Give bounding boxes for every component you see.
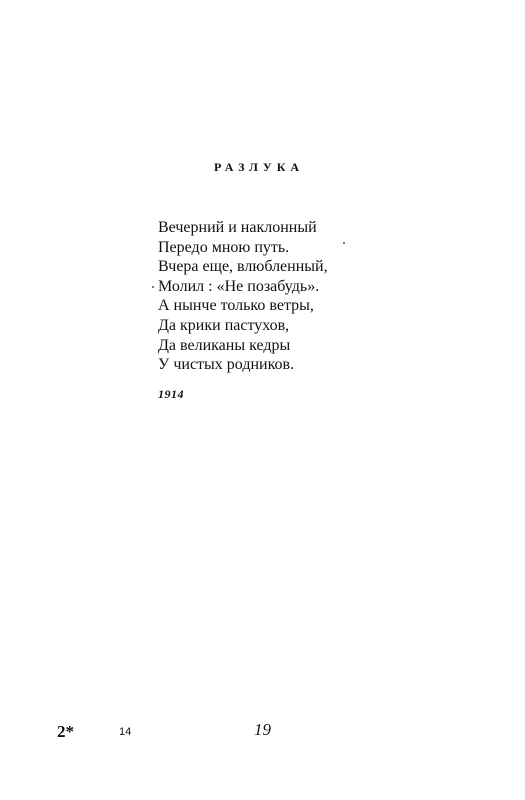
poem-title: РАЗЛУКА — [214, 160, 305, 174]
page-number: 19 — [254, 720, 271, 739]
print-speck — [343, 242, 345, 244]
poem-line: Да великаны кедры — [158, 336, 291, 354]
poem-body — [158, 218, 328, 375]
poem-line: Вчера еще, влюбленный, — [158, 258, 328, 276]
poem-line: А нынче только ветры, — [158, 297, 314, 315]
poem-year: 1914 — [158, 387, 184, 401]
print-speck — [152, 286, 154, 288]
printer-signature-mark: 2* — [57, 722, 74, 741]
poem-line: Молил : «Не позабудь». — [158, 277, 320, 295]
poem-line: Да крики пастухов, — [158, 316, 290, 334]
sheet-number: 14 — [119, 726, 132, 738]
poem-line: Вечерний и наклонный — [158, 219, 317, 236]
poem-line: У чистых родников. — [158, 356, 295, 374]
poem-line: Передо мною путь. — [158, 238, 290, 256]
